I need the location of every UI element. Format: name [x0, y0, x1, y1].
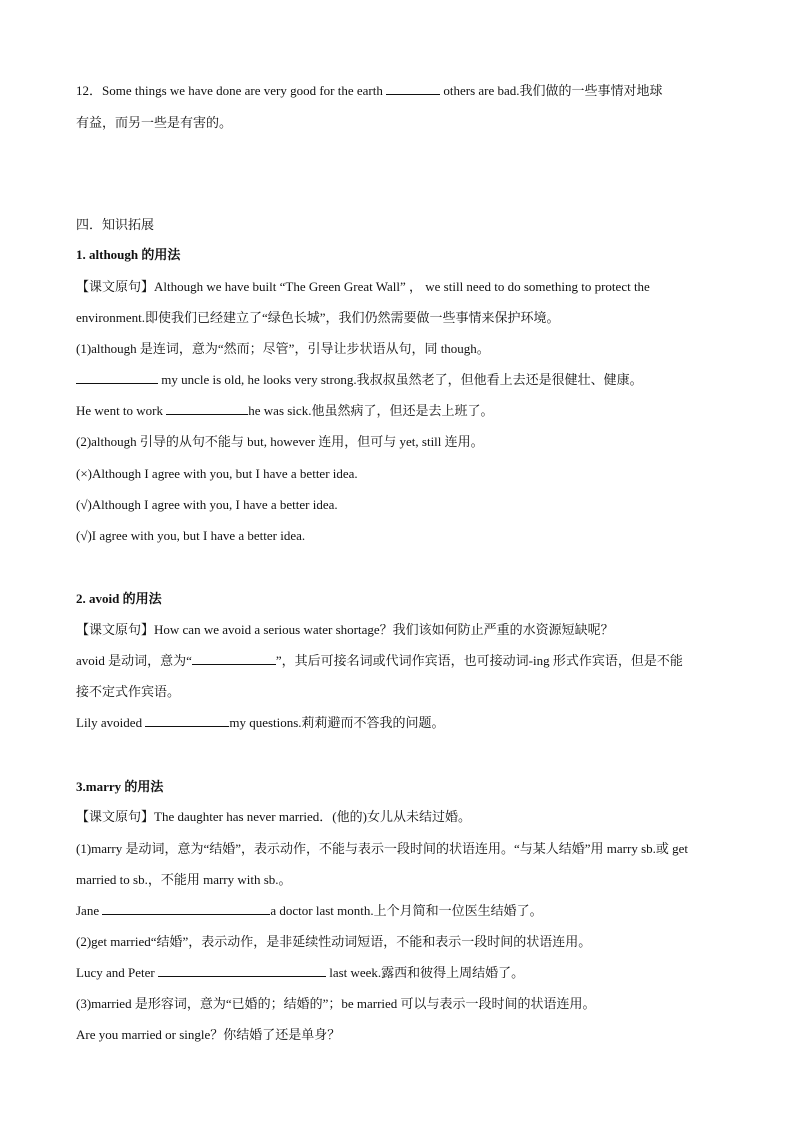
- although-source-line-2: environment.即使我们已经建立了“绿色长城”，我们仍然需要做一些事情来保护环境。: [76, 310, 560, 325]
- marry-example-2: [76, 964, 524, 982]
- marry-example-1-text-b: a doctor last month.上个月简和一位医生结婚了。: [270, 903, 543, 918]
- item-12-text-b: others are bad.我们做的一些事情对地球: [440, 83, 663, 98]
- avoid-example-text-a: Lily avoided: [76, 715, 146, 730]
- avoid-example: [76, 714, 445, 732]
- although-example-2-text-b: he was sick.他虽然病了，但还是去上班了。: [248, 403, 494, 418]
- although-example-2-text-a: He went to work: [76, 403, 167, 418]
- marry-example-3: Are you married or single？你结婚了还是单身？: [76, 1027, 341, 1042]
- avoid-rule-line-1: [76, 652, 683, 670]
- marry-example-2-blank[interactable]: [158, 964, 326, 977]
- although-title: 1. although 的用法: [76, 247, 181, 262]
- marry-rule-2: (2)get married“结婚”，表示动作，是非延续性动词短语，不能和表示一段时间的状语连用。: [76, 934, 592, 949]
- item-12-line-1: [76, 82, 663, 100]
- marry-example-1-blank[interactable]: [102, 902, 270, 915]
- item-12-text-a: 12．Some things we have done are very good for the earth: [76, 83, 387, 98]
- marry-example-1: [76, 902, 543, 920]
- marry-example-2-text-a: Lucy and Peter: [76, 965, 158, 980]
- although-source-line-1: 【课文原句】Although we have built “The Green Great Wall” ， we still need to do something to protect the: [76, 279, 650, 294]
- marry-rule-1-line-1: (1)marry 是动词，意为“结婚”，表示动作，不能与表示一段时间的状语连用。“与某人结婚”用 marry sb.或 get: [76, 841, 689, 856]
- although-example-2: [76, 402, 493, 420]
- avoid-rule-text-b: ”，其后可接名词或代词作宾语，也可接动词-ing 形式作宾语，但是不能: [275, 653, 683, 668]
- although-right-example-1: (√)Although I agree with you, I have a better idea.: [76, 497, 338, 512]
- although-rule-2: (2)although 引导的从句不能与 but, however 连用，但可与 yet, still 连用。: [76, 434, 484, 449]
- marry-title: 3.marry 的用法: [76, 779, 164, 794]
- avoid-rule-text-a: avoid 是动词，意为“: [76, 653, 192, 668]
- although-right-example-2: (√)I agree with you, but I have a better idea.: [76, 528, 306, 543]
- avoid-source: 【课文原句】How can we avoid a serious water shortage？我们该如何防止严重的水资源短缺呢？: [76, 622, 614, 637]
- item-12-blank[interactable]: [386, 82, 440, 95]
- marry-example-1-text-a: Jane: [76, 903, 103, 918]
- marry-example-2-text-b: last week.露西和彼得上周结婚了。: [325, 965, 525, 980]
- item-12-line-2: 有益，而另一些是有害的。: [76, 115, 233, 130]
- avoid-meaning-blank[interactable]: [192, 652, 276, 665]
- although-rule-1: (1)although 是连词，意为“然而；尽管”，引导让步状语从句，同 though。: [76, 341, 490, 356]
- avoid-rule-line-2: 接不定式作宾语。: [76, 684, 181, 699]
- avoid-title: 2. avoid 的用法: [76, 591, 162, 606]
- although-example-1: [76, 371, 643, 389]
- although-example-1-text: my uncle is old, he looks very strong.我叔叔虽然老了，但他看上去还是很健壮、健康。: [158, 372, 643, 387]
- although-wrong-example: (×)Although I agree with you, but I have a better idea.: [76, 466, 358, 481]
- marry-rule-3: (3)married 是形容词，意为“已婚的；结婚的”；be married 可以与表示一段时间的状语连用。: [76, 996, 596, 1011]
- avoid-example-blank[interactable]: [145, 714, 229, 727]
- avoid-example-text-b: my questions.莉莉避而不答我的问题。: [229, 715, 445, 730]
- marry-source: 【课文原句】The daughter has never married．(他的)女儿从未结过婚。: [76, 809, 471, 824]
- although-example-1-blank[interactable]: [76, 371, 158, 384]
- although-example-2-blank[interactable]: [166, 402, 248, 415]
- section-heading: 四．知识拓展: [76, 217, 155, 232]
- marry-rule-1-line-2: married to sb.，不能用 marry with sb.。: [76, 872, 292, 887]
